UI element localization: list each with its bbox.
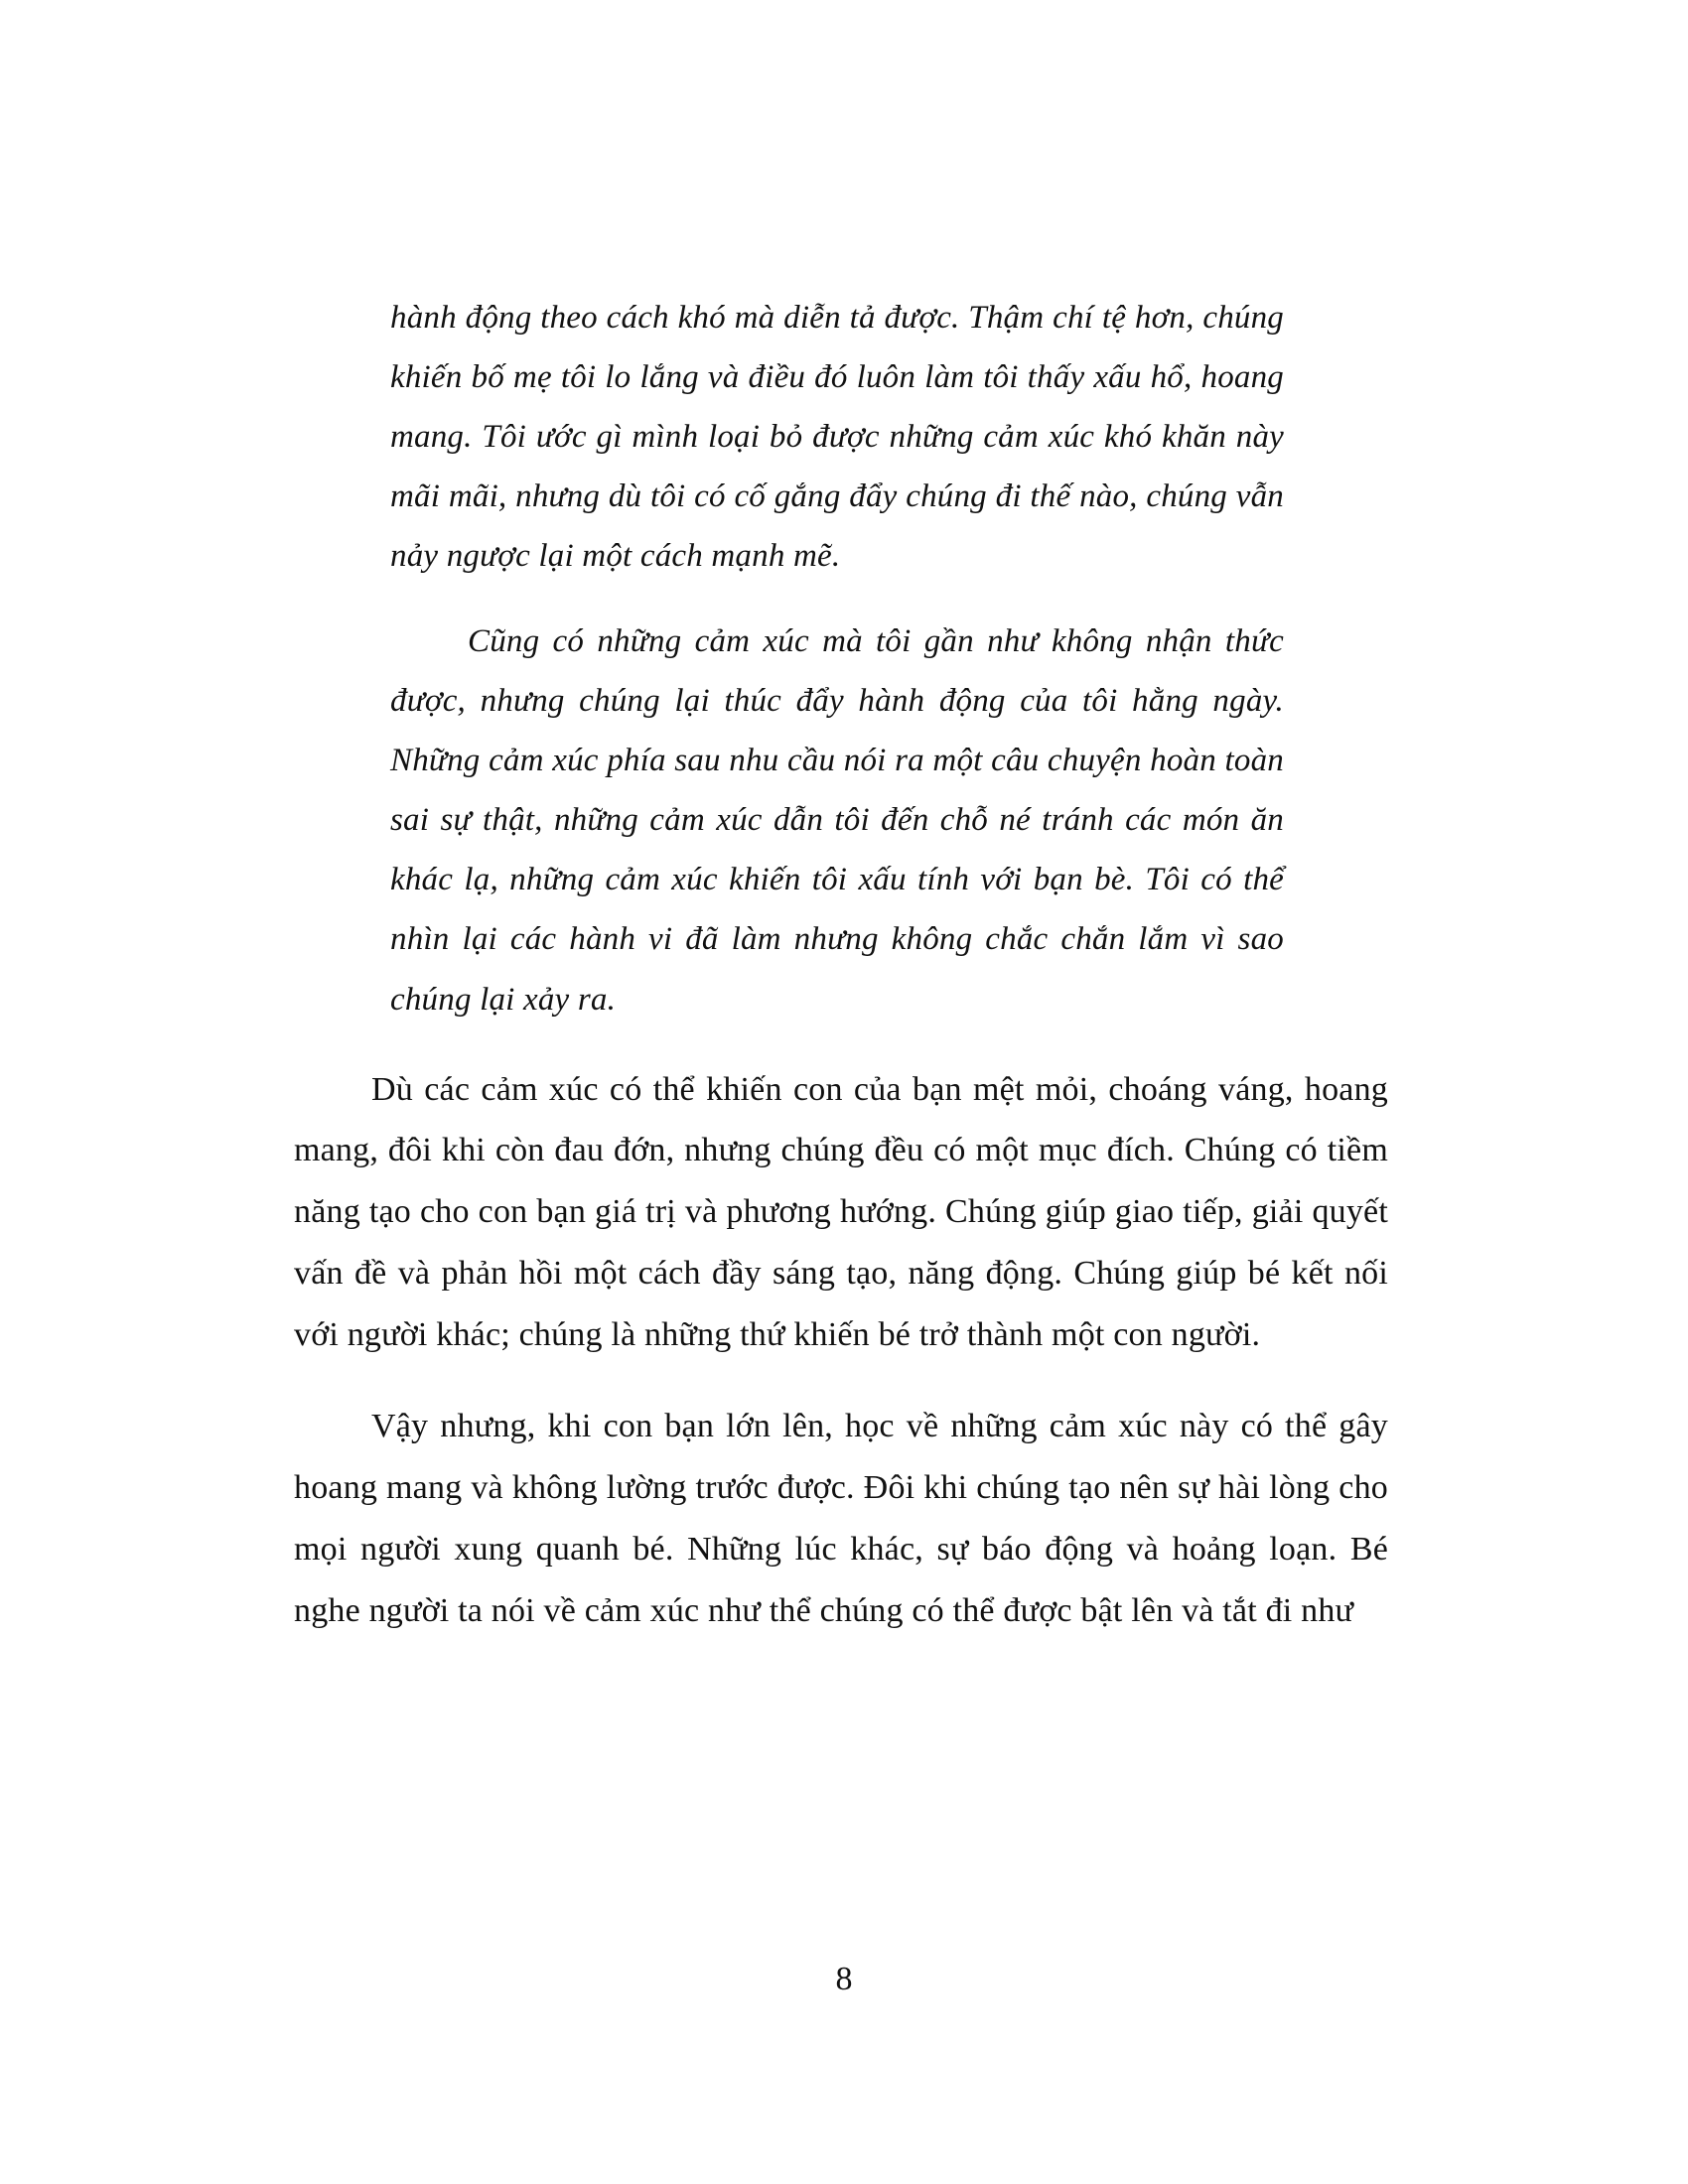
quote-paragraph-1: hành động theo cách khó mà diễn tả được. Thậm chí tệ hơn, chúng khiến bố mẹ tôi lo lắng và điều đó luôn làm tôi thấy xấu hổ, hoang mang. Tôi ước gì mình loại bỏ được những cảm xúc khó khăn này mãi mãi, nhưng dù tôi có cố gắng đẩy chúng đi thế nào, chúng vẫn nảy ngược lại một cách mạnh mẽ. [390,300,1284,575]
body-paragraph-2: Vậy nhưng, khi con bạn lớn lên, học về những cảm xúc này có thể gây hoang mang và không lường trước được. Đôi khi chúng tạo nên sự hài lòng cho mọi người xung quanh bé. Những lúc khác, sự báo động và hoảng loạn. Bé nghe người ta nói về cảm xúc như thể chúng có thể được bật lên và tắt đi như [294,1407,1388,1629]
quote-paragraph-2: Cũng có những cảm xúc mà tôi gần như không nhận thức được, nhưng chúng lại thúc đẩy hành động của tôi hằng ngày. Những cảm xúc phía sau nhu cầu nói ra một câu chuyện hoàn toàn sai sự thật, những cảm xúc dẫn tôi đến chỗ né tránh các món ăn khác lạ, những cảm xúc khiến tôi xấu tính với bạn bè. Tôi có thể nhìn lại các hành vi đã làm nhưng không chắc chắn lắm vì sao chúng lại xảy ra. [390,623,1284,1018]
body-paragraph-1: Dù các cảm xúc có thể khiến con của bạn mệt mỏi, choáng váng, hoang mang, đôi khi còn đau đớn, nhưng chúng đều có một mục đích. Chúng có tiềm năng tạo cho con bạn giá trị và phương hướng. Chúng giúp giao tiếp, giải quyết vấn đề và phản hồi một cách đầy sáng tạo, năng động. Chúng giúp bé kết nối với người khác; chúng là những thứ khiến bé trở thành một con người. [294,1070,1388,1354]
page-content [0,288,1688,1641]
page-number: 8 [835,1961,853,1997]
